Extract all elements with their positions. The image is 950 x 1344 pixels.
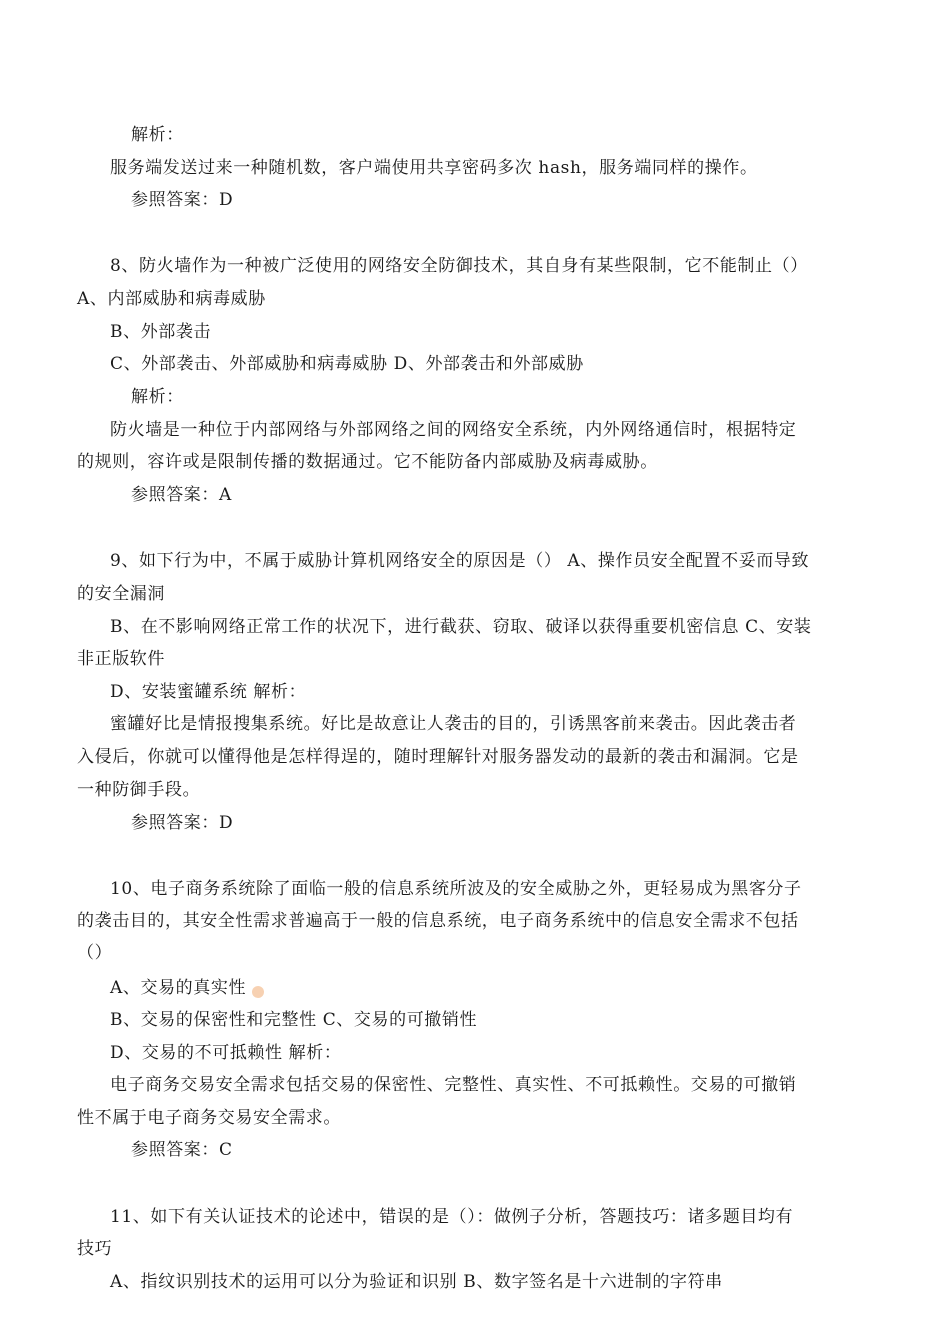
paragraph-line: 入侵后，你就可以懂得他是怎样得逞的，随时理解针对服务器发动的最新的袭击和漏洞。它是 <box>77 747 799 767</box>
question-10: 10、电子商务系统除了面临一般的信息系统所波及的安全威胁之外，更轻易成为黑客分子 <box>110 879 802 899</box>
paragraph-line: 性不属于电子商务交易安全需求。 <box>77 1108 341 1128</box>
paragraph-line: 的规则，容许或是限制传播的数据通过。它不能防备内部威胁及病毒威胁。 <box>77 452 658 472</box>
paragraph-line: 服务端发送过来一种随机数，客户端使用共享密码多次 hash，服务端同样的操作。 <box>110 158 758 178</box>
option-line: D、安装蜜罐系统 解析： <box>110 682 307 702</box>
analysis-label: 解析： <box>131 125 184 145</box>
option-line: D、交易的不可抵赖性 解析： <box>110 1043 342 1063</box>
analysis-label: 解析： <box>131 387 184 407</box>
option-line: A、交易的真实性 <box>110 978 247 998</box>
paragraph-line: 的安全漏洞 <box>77 584 165 604</box>
answer-line: 参照答案：D <box>131 813 234 833</box>
option-line: C、外部袭击、外部威胁和病毒威胁 D、外部袭击和外部威胁 <box>110 354 584 374</box>
option-line: B、外部袭击 <box>110 322 212 342</box>
paragraph-line: 电子商务交易安全需求包括交易的保密性、完整性、真实性、不可抵赖性。交易的可撤销 <box>110 1075 797 1095</box>
question-9: 9、如下行为中，不属于威胁计算机网络安全的原因是（） A、操作员安全配置不妥而导致 <box>110 551 810 571</box>
option-line: B、在不影响网络正常工作的状况下，进行截获、窃取、破译以获得重要机密信息 C、安装 <box>110 617 812 637</box>
answer-line: 参照答案：C <box>131 1140 233 1160</box>
option-line: A、指纹识别技术的运用可以分为验证和识别 B、数字签名是十六进制的字符串 <box>110 1272 723 1292</box>
question-11: 11、如下有关认证技术的论述中，错误的是（）：做例子分析，答题技巧：诸多题目均有 <box>110 1207 794 1227</box>
paragraph-line: 蜜罐好比是情报搜集系统。好比是故意让人袭击的目的，引诱黑客前来袭击。因此袭击者 <box>110 714 797 734</box>
answer-line: 参照答案：D <box>131 190 234 210</box>
option-line: B、交易的保密性和完整性 C、交易的可撤销性 <box>110 1010 478 1030</box>
paragraph-line: 的袭击目的，其安全性需求普遍高于一般的信息系统，电子商务系统中的信息安全需求不包括 <box>77 911 799 931</box>
paragraph-line: 一种防御手段。 <box>77 780 201 800</box>
answer-line: 参照答案：A <box>131 485 232 505</box>
paragraph-line: （） <box>77 943 113 963</box>
paragraph-line: 技巧 <box>77 1239 113 1259</box>
question-8: 8、防火墙作为一种被广泛使用的网络安全防御技术，其自身有某些限制，它不能制止（） <box>110 256 808 276</box>
highlight-dot <box>252 986 264 998</box>
paragraph-line: 防火墙是一种位于内部网络与外部网络之间的网络安全系统，内外网络通信时，根据特定 <box>110 420 797 440</box>
option-line: 非正版软件 <box>77 649 165 669</box>
option-line: A、内部威胁和病毒威胁 <box>77 289 266 309</box>
